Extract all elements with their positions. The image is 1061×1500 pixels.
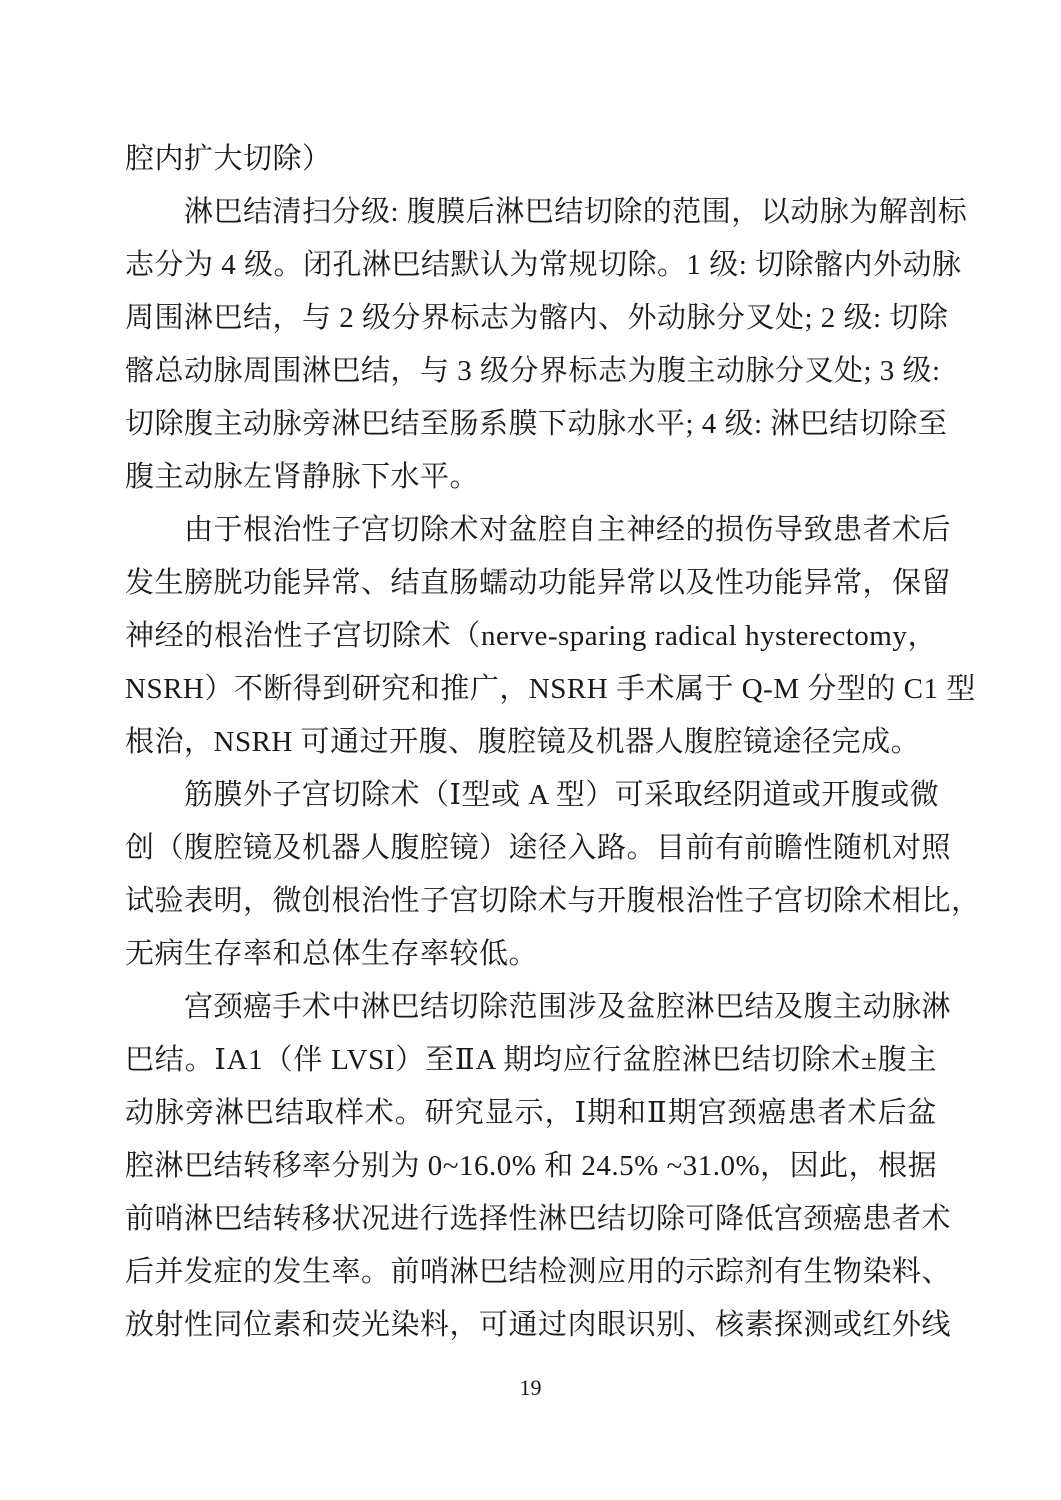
text-line: 切除腹主动脉旁淋巴结至肠系膜下动脉水平; 4 级: 淋巴结切除至 (125, 408, 948, 440)
text-line: 发生膀胱功能异常、结直肠蠕动功能异常以及性功能异常，保留 (125, 567, 952, 599)
text-line: 动脉旁淋巴结取样术。研究显示，Ⅰ期和Ⅱ期宫颈癌患者术后盆 (125, 1097, 937, 1129)
text-line: 筋膜外子宫切除术（Ⅰ型或 A 型）可采取经阴道或开腹或微 (125, 779, 940, 811)
text-line: 根治，NSRH 可通过开腹、腹腔镜及机器人腹腔镜途径完成。 (125, 726, 921, 758)
text-line: 腔内扩大切除） (125, 143, 332, 175)
text-line: 放射性同位素和荧光染料，可通过肉眼识别、核素探测或红外线 (125, 1309, 952, 1341)
text-line: 志分为 4 级。闭孔淋巴结默认为常规切除。1 级: 切除髂内外动脉 (125, 249, 962, 281)
text-line: 前哨淋巴结转移状况进行选择性淋巴结切除可降低宫颈癌患者术 (125, 1203, 952, 1235)
text-line: 后并发症的发生率。前哨淋巴结检测应用的示踪剂有生物染料、 (125, 1256, 952, 1288)
page-number: 19 (519, 1375, 542, 1400)
text-line: 淋巴结清扫分级: 腹膜后淋巴结切除的范围，以动脉为解剖标 (125, 196, 968, 228)
text-line: 腔淋巴结转移率分别为 0~16.0% 和 24.5% ~31.0%，因此，根据 (125, 1150, 938, 1182)
text-line: 宫颈癌手术中淋巴结切除范围涉及盆腔淋巴结及腹主动脉淋 (125, 991, 952, 1023)
text-line: 腹主动脉左肾静脉下水平。 (125, 461, 480, 493)
text-line: 巴结。ⅠA1（伴 LVSI）至ⅡA 期均应行盆腔淋巴结切除术±腹主 (125, 1044, 937, 1076)
text-line: 试验表明，微创根治性子宫切除术与开腹根治性子宫切除术相比， (125, 885, 981, 917)
text-line: NSRH）不断得到研究和推广，NSRH 手术属于 Q-M 分型的 C1 型 (125, 673, 976, 705)
page-body (125, 133, 981, 1352)
text-line: 由于根治性子宫切除术对盆腔自主神经的损伤导致患者术后 (125, 514, 952, 546)
text-line: 创（腹腔镜及机器人腹腔镜）途径入路。目前有前瞻性随机对照 (125, 832, 952, 864)
text-line: 无病生存率和总体生存率较低。 (125, 938, 539, 970)
text-line: 髂总动脉周围淋巴结，与 3 级分界标志为腹主动脉分叉处; 3 级: (125, 355, 941, 387)
text-line: 神经的根治性子宫切除术（nerve-sparing radical hysterectomy， (125, 620, 937, 652)
text-line: 周围淋巴结，与 2 级分界标志为髂内、外动脉分叉处; 2 级: 切除 (125, 302, 949, 334)
